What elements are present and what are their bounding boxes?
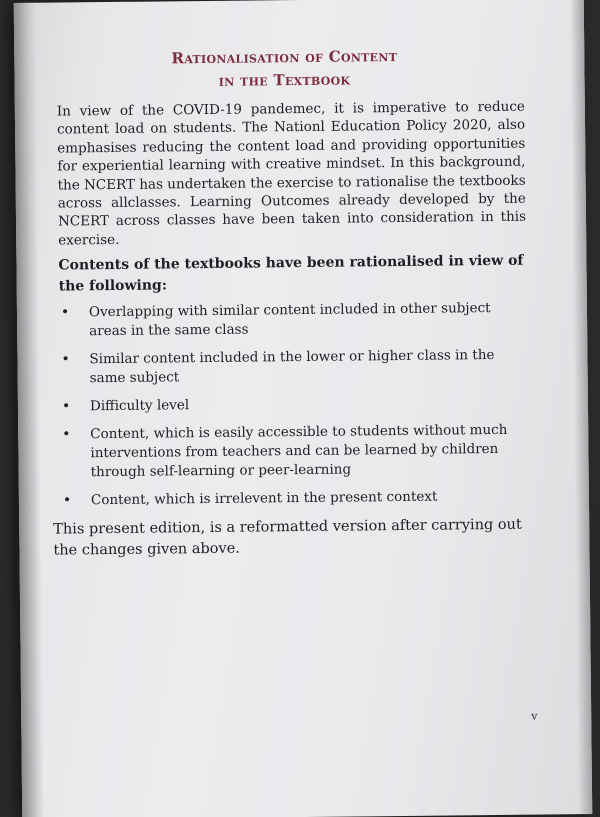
section-heading: Contents of the textbooks have been rationalised in view of the following: (58, 252, 524, 295)
reasons-list (59, 299, 529, 511)
list-item (61, 487, 529, 511)
list-item (59, 346, 527, 389)
title-line-1: Rationalisation of Content (171, 46, 398, 68)
textbook-page (14, 0, 593, 817)
list-item-text: Similar content included in the lower or higher class in the same subject (89, 347, 495, 387)
list-item (60, 421, 529, 483)
bullet-icon: • (60, 304, 70, 321)
title-line-2: in the Textbook (218, 70, 351, 90)
page-title (104, 44, 464, 94)
list-item (59, 299, 527, 342)
page-gutter-shadow (14, 3, 45, 817)
page-edge-shadow (570, 0, 593, 814)
bullet-icon: • (62, 492, 72, 509)
intro-paragraph: In view of the COVID-19 pandemec, it is imperative to reduce content load on students. The Nationl Education Policy 2020, also emphasises reducing the content load and providing opportunities for experiential learning with creative mindset. In this background, the NCERT has undertaken the exercise to rationalise the textbooks across allclasses. Learning Outcomes already developed by the NCERT across classes have been taken into consideration in this exercise. (56, 98, 527, 249)
bullet-icon: • (61, 351, 70, 368)
bullet-icon: • (62, 426, 71, 443)
list-item-text: Overlapping with similar content included in other subject areas in the same class (88, 300, 491, 340)
page-body (53, 98, 530, 562)
bullet-icon: • (61, 398, 71, 415)
page-number: v (531, 709, 538, 723)
list-item-text: Content, which is irrelevent in the present context (90, 488, 438, 509)
list-item-text: Content, which is easily accessible to students without much interventions from teachers and can be learned by children through self-learning or peer-learning (90, 422, 508, 481)
list-item (60, 393, 528, 417)
list-item-text: Difficulty level (89, 397, 190, 415)
closing-paragraph: This present edition, is a reformatted version after carrying out the changes given above. (53, 516, 522, 559)
